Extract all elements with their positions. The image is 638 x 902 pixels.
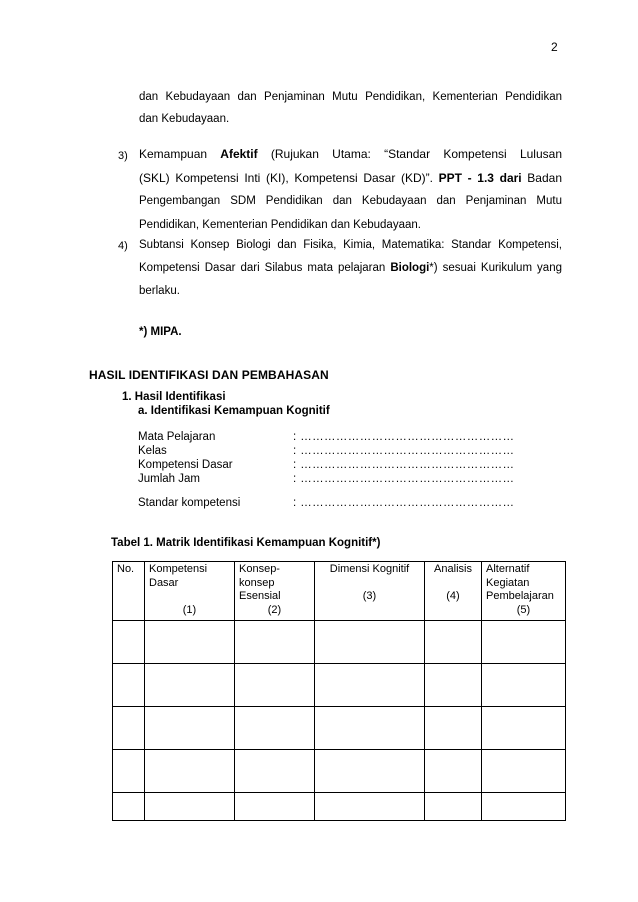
header-alternatif-kegiatan: Alternatif Kegiatan Pembelajaran (5) [482, 562, 566, 621]
table-caption: Tabel 1. Matrik Identifikasi Kemampuan Kognitif*) [111, 537, 381, 549]
subheading-hasil-identifikasi: 1. Hasil Identifikasi [122, 391, 226, 403]
intro-line-2: dan Kebudayaan. [139, 113, 230, 125]
mipa-note: *) MIPA. [139, 326, 182, 338]
table-row [113, 621, 566, 664]
item-4-line-3: berlaku. [139, 285, 180, 297]
field-label-kelas: Kelas [138, 445, 167, 457]
table-header-row [113, 562, 566, 621]
table-row [113, 750, 566, 793]
table-row [113, 707, 566, 750]
intro-line-1: dan Kebudayaan dan Penjaminan Mutu Pendidikan, Kementerian Pendidikan [139, 91, 562, 103]
item-3-line-4: Pendidikan, Kementerian Pendidikan dan Kebudayaan. [139, 218, 421, 231]
kognitif-matrix-table [112, 561, 566, 821]
item-4-line-1: Subtansi Konsep Biologi dan Fisika, Kimia, Matematika: Standar Kompetensi, [139, 239, 562, 251]
field-label-standar-kompetensi: Standar kompetensi [138, 497, 241, 509]
section-heading: HASIL IDENTIFIKASI DAN PEMBAHASAN [89, 368, 329, 382]
field-value-mata-pelajaran: : ……………………………………………… [293, 431, 515, 443]
page-number: 2 [551, 40, 558, 54]
item-3-paragraph [139, 143, 562, 237]
item-3-line-3: Pengembangan SDM Pendidikan dan Kebudayaan dan Penjaminan Mutu [139, 195, 562, 207]
field-value-standar-kompetensi: : ……………………………………………… [293, 497, 515, 509]
item-3-line-2: (SKL) Kompetensi Inti (KI), Kompetensi Dasar (KD)”. PPT - 1.3 dari Badan [139, 170, 562, 185]
header-konsep-esensial: Konsep- konsep Esensial (2) [235, 562, 315, 621]
header-kompetensi-dasar: Kompetensi Dasar (1) [145, 562, 235, 621]
header-dimensi-kognitif: Dimensi Kognitif (3) [315, 562, 425, 621]
table-row [113, 664, 566, 707]
intro-paragraph [139, 86, 562, 130]
item-4-number: 4) [118, 240, 128, 252]
item-4-paragraph [139, 234, 562, 303]
header-no: No. [113, 562, 145, 621]
header-analisis: Analisis (4) [425, 562, 482, 621]
field-value-kelas: : ……………………………………………… [293, 445, 515, 457]
item-4-line-2: Kompetensi Dasar dari Silabus mata pelajaran Biologi*) sesuai Kurikulum yang [139, 262, 562, 274]
item-3-line-1: Kemampuan Afektif (Rujukan Utama: “Standar Kompetensi Lulusan [139, 147, 562, 161]
item-3-number: 3) [118, 150, 128, 162]
field-value-jumlah-jam: : ……………………………………………… [293, 473, 515, 485]
subheading-kemampuan-kognitif: a. Identifikasi Kemampuan Kognitif [138, 405, 330, 417]
field-label-mata-pelajaran: Mata Pelajaran [138, 431, 216, 443]
table-row [113, 793, 566, 821]
field-value-kompetensi-dasar: : ……………………………………………… [293, 459, 515, 471]
field-label-jumlah-jam: Jumlah Jam [138, 473, 200, 485]
field-label-kompetensi-dasar: Kompetensi Dasar [138, 459, 233, 471]
